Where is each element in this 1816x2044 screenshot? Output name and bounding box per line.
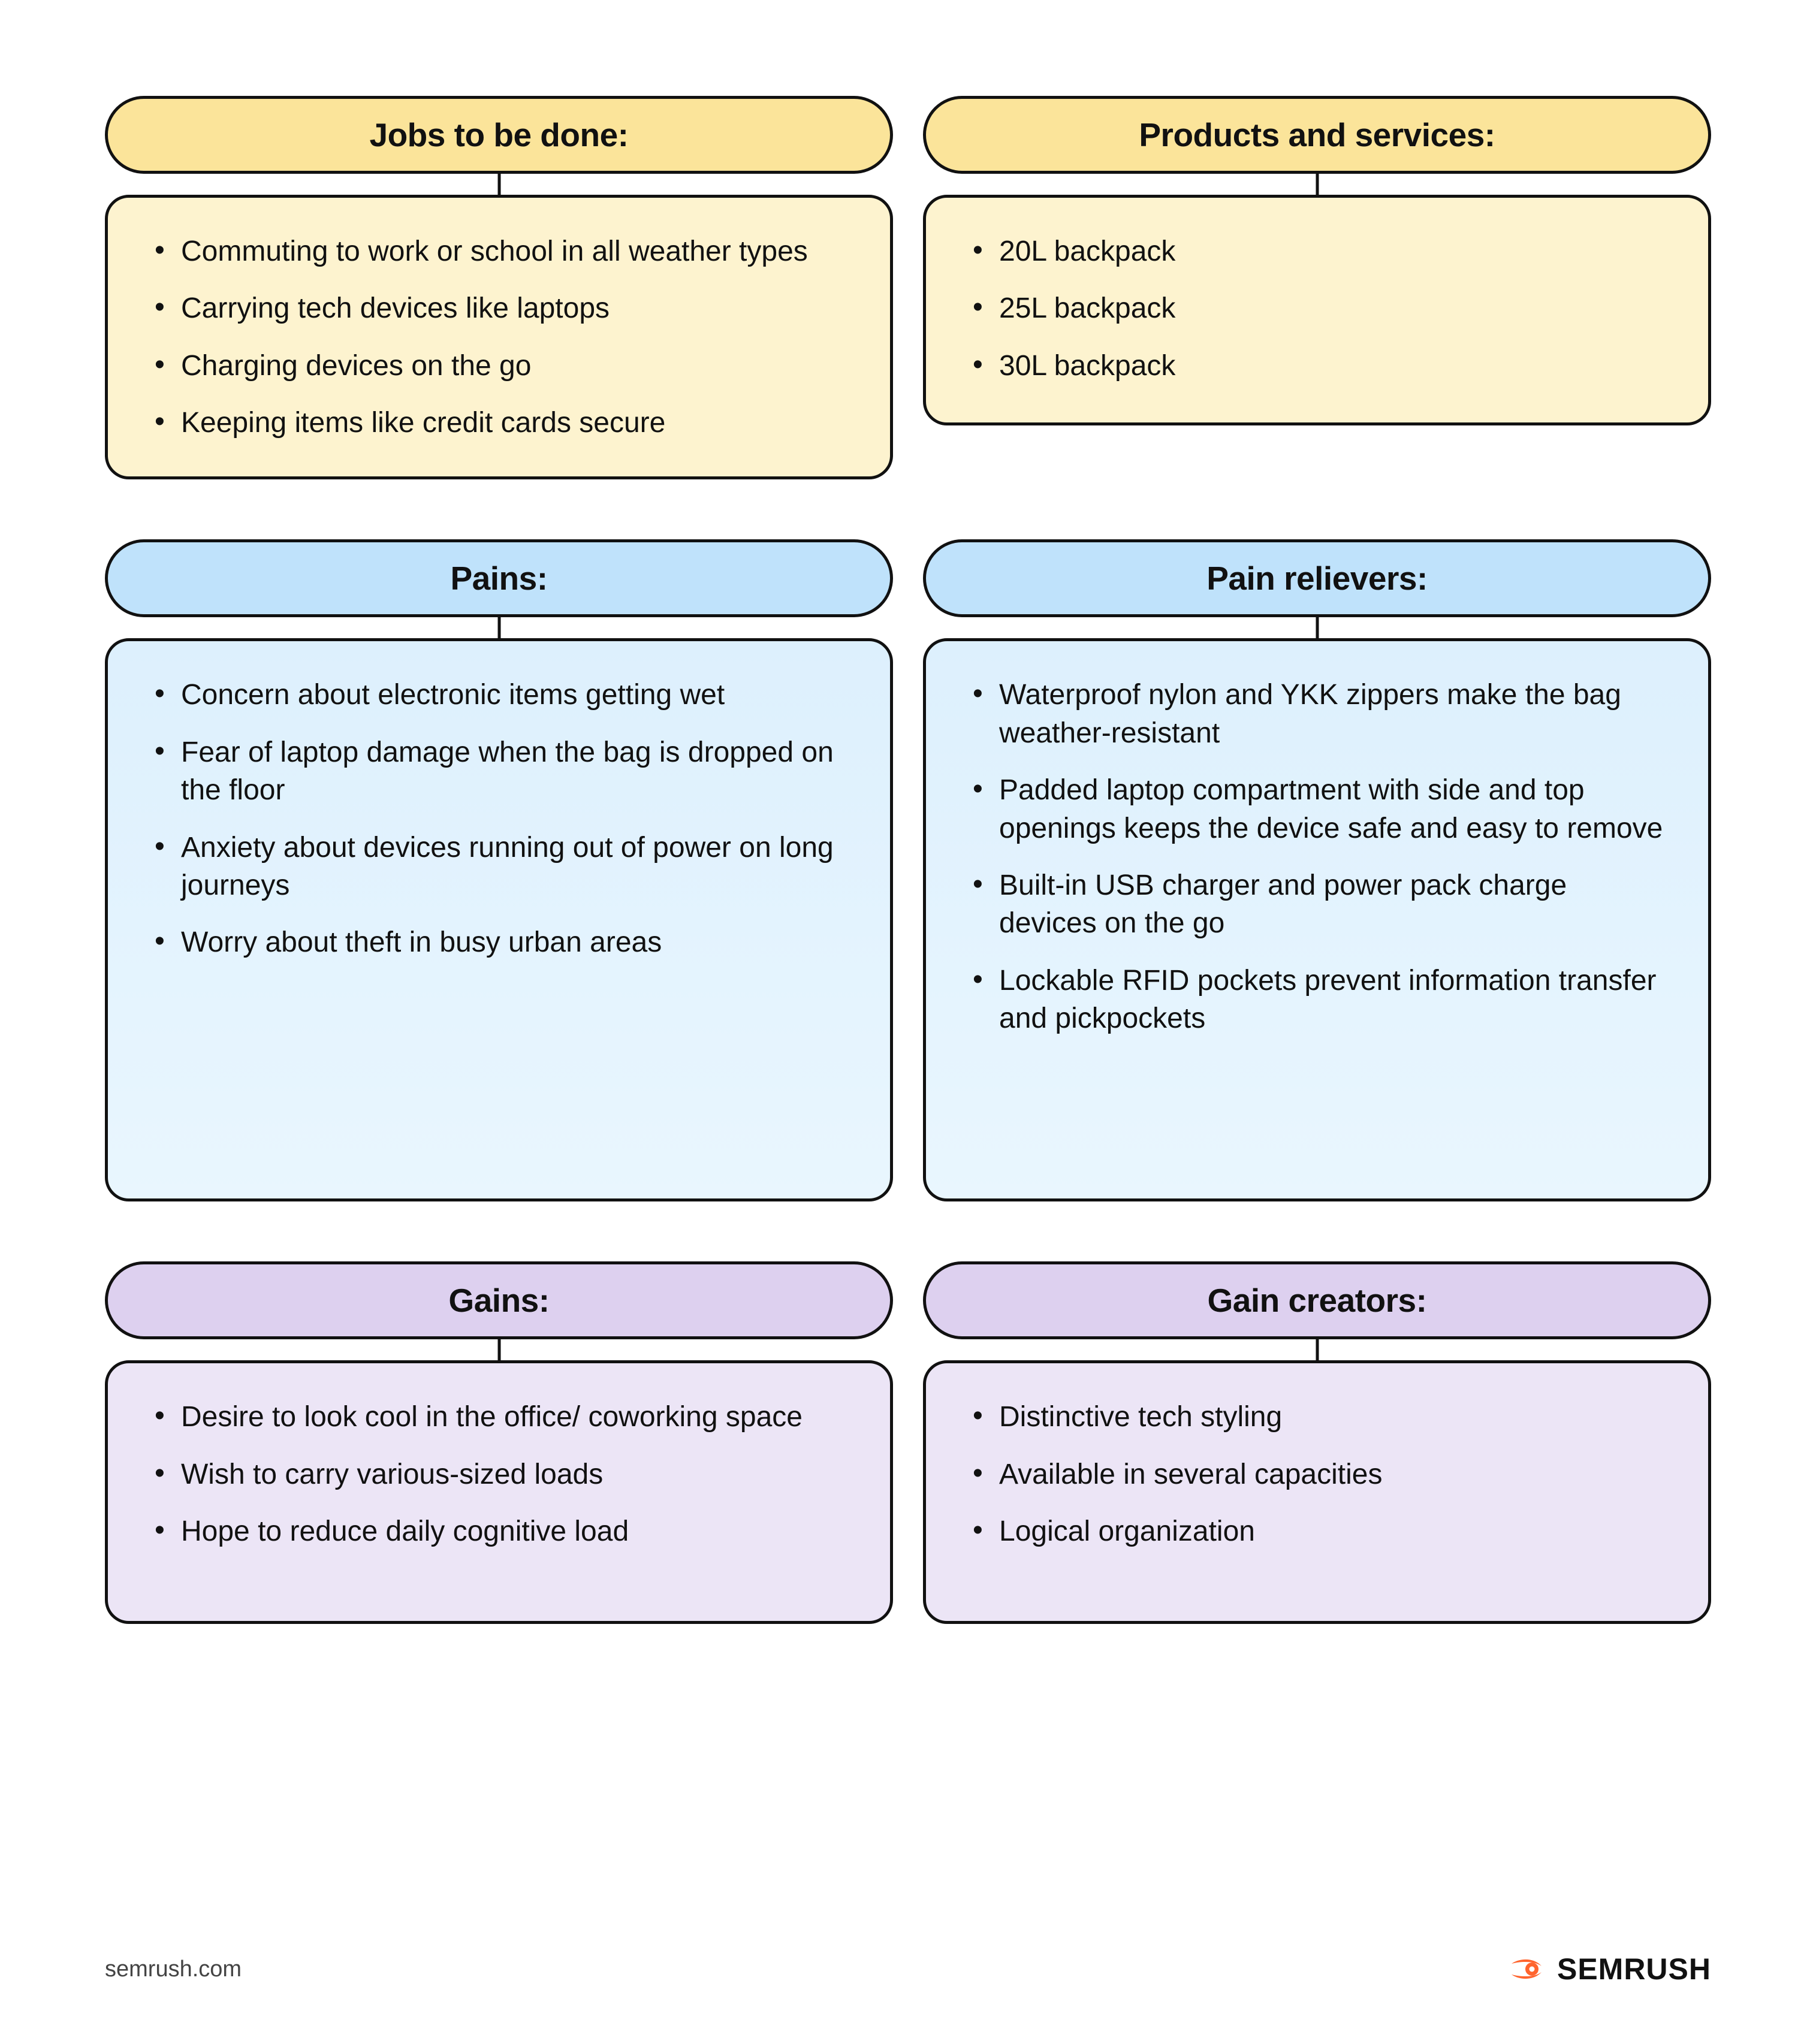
block-item-list [150, 1398, 848, 1550]
connector-line [1316, 174, 1319, 198]
connector-line [497, 1339, 500, 1363]
block-title: Gains: [448, 1282, 550, 1320]
block-body-pain-relievers [923, 638, 1711, 1201]
block-item-list [968, 233, 1666, 385]
semrush-wordmark: SEMRUSH [1556, 1952, 1711, 1986]
block-products-and-services [923, 96, 1711, 479]
block-gains [105, 1261, 893, 1624]
list-item: • Built-in USB charger and power pack charge devices on the go [968, 866, 1666, 943]
list-item: • Hope to reduce daily cognitive load [150, 1512, 848, 1550]
row-spacer [105, 479, 1711, 539]
list-item: • Lockable RFID pockets prevent information transfer and pickpockets [968, 962, 1666, 1038]
list-item: • Fear of laptop damage when the bag is dropped on the floor [150, 733, 848, 810]
block-item-list [150, 233, 848, 442]
list-item: • Keeping items like credit cards secure [150, 404, 848, 442]
block-body-pains [105, 638, 893, 1201]
list-item: • 20L backpack [968, 233, 1666, 270]
block-body-gains [105, 1360, 893, 1624]
block-item-list [968, 1398, 1666, 1550]
list-item: • Anxiety about devices running out of power on long journeys [150, 829, 848, 905]
blocks-grid [105, 96, 1711, 1624]
list-item: • Commuting to work or school in all weather types [150, 233, 848, 270]
footer [105, 1948, 1711, 1990]
connector-line [1316, 1339, 1319, 1363]
block-body-products-and-services [923, 195, 1711, 425]
list-item: • Distinctive tech styling [968, 1398, 1666, 1436]
row-spacer [105, 1201, 1711, 1261]
list-item: • 30L backpack [968, 347, 1666, 385]
list-item: • Carrying tech devices like laptops [150, 289, 848, 327]
block-title: Jobs to be done: [369, 116, 629, 153]
list-item: • Wish to carry various-sized loads [150, 1456, 848, 1493]
block-header-gains [105, 1261, 893, 1339]
block-title: Products and services: [1139, 116, 1495, 153]
block-title: Pain relievers: [1206, 560, 1428, 597]
list-item: • Worry about theft in busy urban areas [150, 923, 848, 961]
list-item: • Logical organization [968, 1512, 1666, 1550]
list-item: • Padded laptop compartment with side and top openings keeps the device safe and easy to remove [968, 771, 1666, 847]
block-jobs-to-be-done [105, 96, 893, 479]
list-item: • Charging devices on the go [150, 347, 848, 385]
semrush-mark-icon [1508, 1951, 1545, 1988]
block-title: Pains: [450, 560, 548, 597]
semrush-logo [1508, 1951, 1711, 1988]
list-item: • Waterproof nylon and YKK zippers make the bag weather-resistant [968, 676, 1666, 752]
block-item-list [968, 676, 1666, 1037]
list-item: • Concern about electronic items getting wet [150, 676, 848, 714]
block-header-products-and-services [923, 96, 1711, 174]
block-title: Gain creators: [1207, 1282, 1427, 1320]
block-body-gain-creators [923, 1360, 1711, 1624]
block-gain-creators [923, 1261, 1711, 1624]
block-item-list [150, 676, 848, 961]
block-header-gain-creators [923, 1261, 1711, 1339]
block-header-pains [105, 539, 893, 617]
connector-line [497, 617, 500, 641]
block-header-pain-relievers [923, 539, 1711, 617]
block-pains [105, 539, 893, 1201]
list-item: • 25L backpack [968, 289, 1666, 327]
block-header-jobs-to-be-done [105, 96, 893, 174]
list-item: • Desire to look cool in the office/ coworking space [150, 1398, 848, 1436]
block-body-jobs-to-be-done [105, 195, 893, 479]
list-item: • Available in several capacities [968, 1456, 1666, 1493]
footer-url: semrush.com [105, 1956, 242, 1982]
block-pain-relievers [923, 539, 1711, 1201]
connector-line [497, 174, 500, 198]
connector-line [1316, 617, 1319, 641]
